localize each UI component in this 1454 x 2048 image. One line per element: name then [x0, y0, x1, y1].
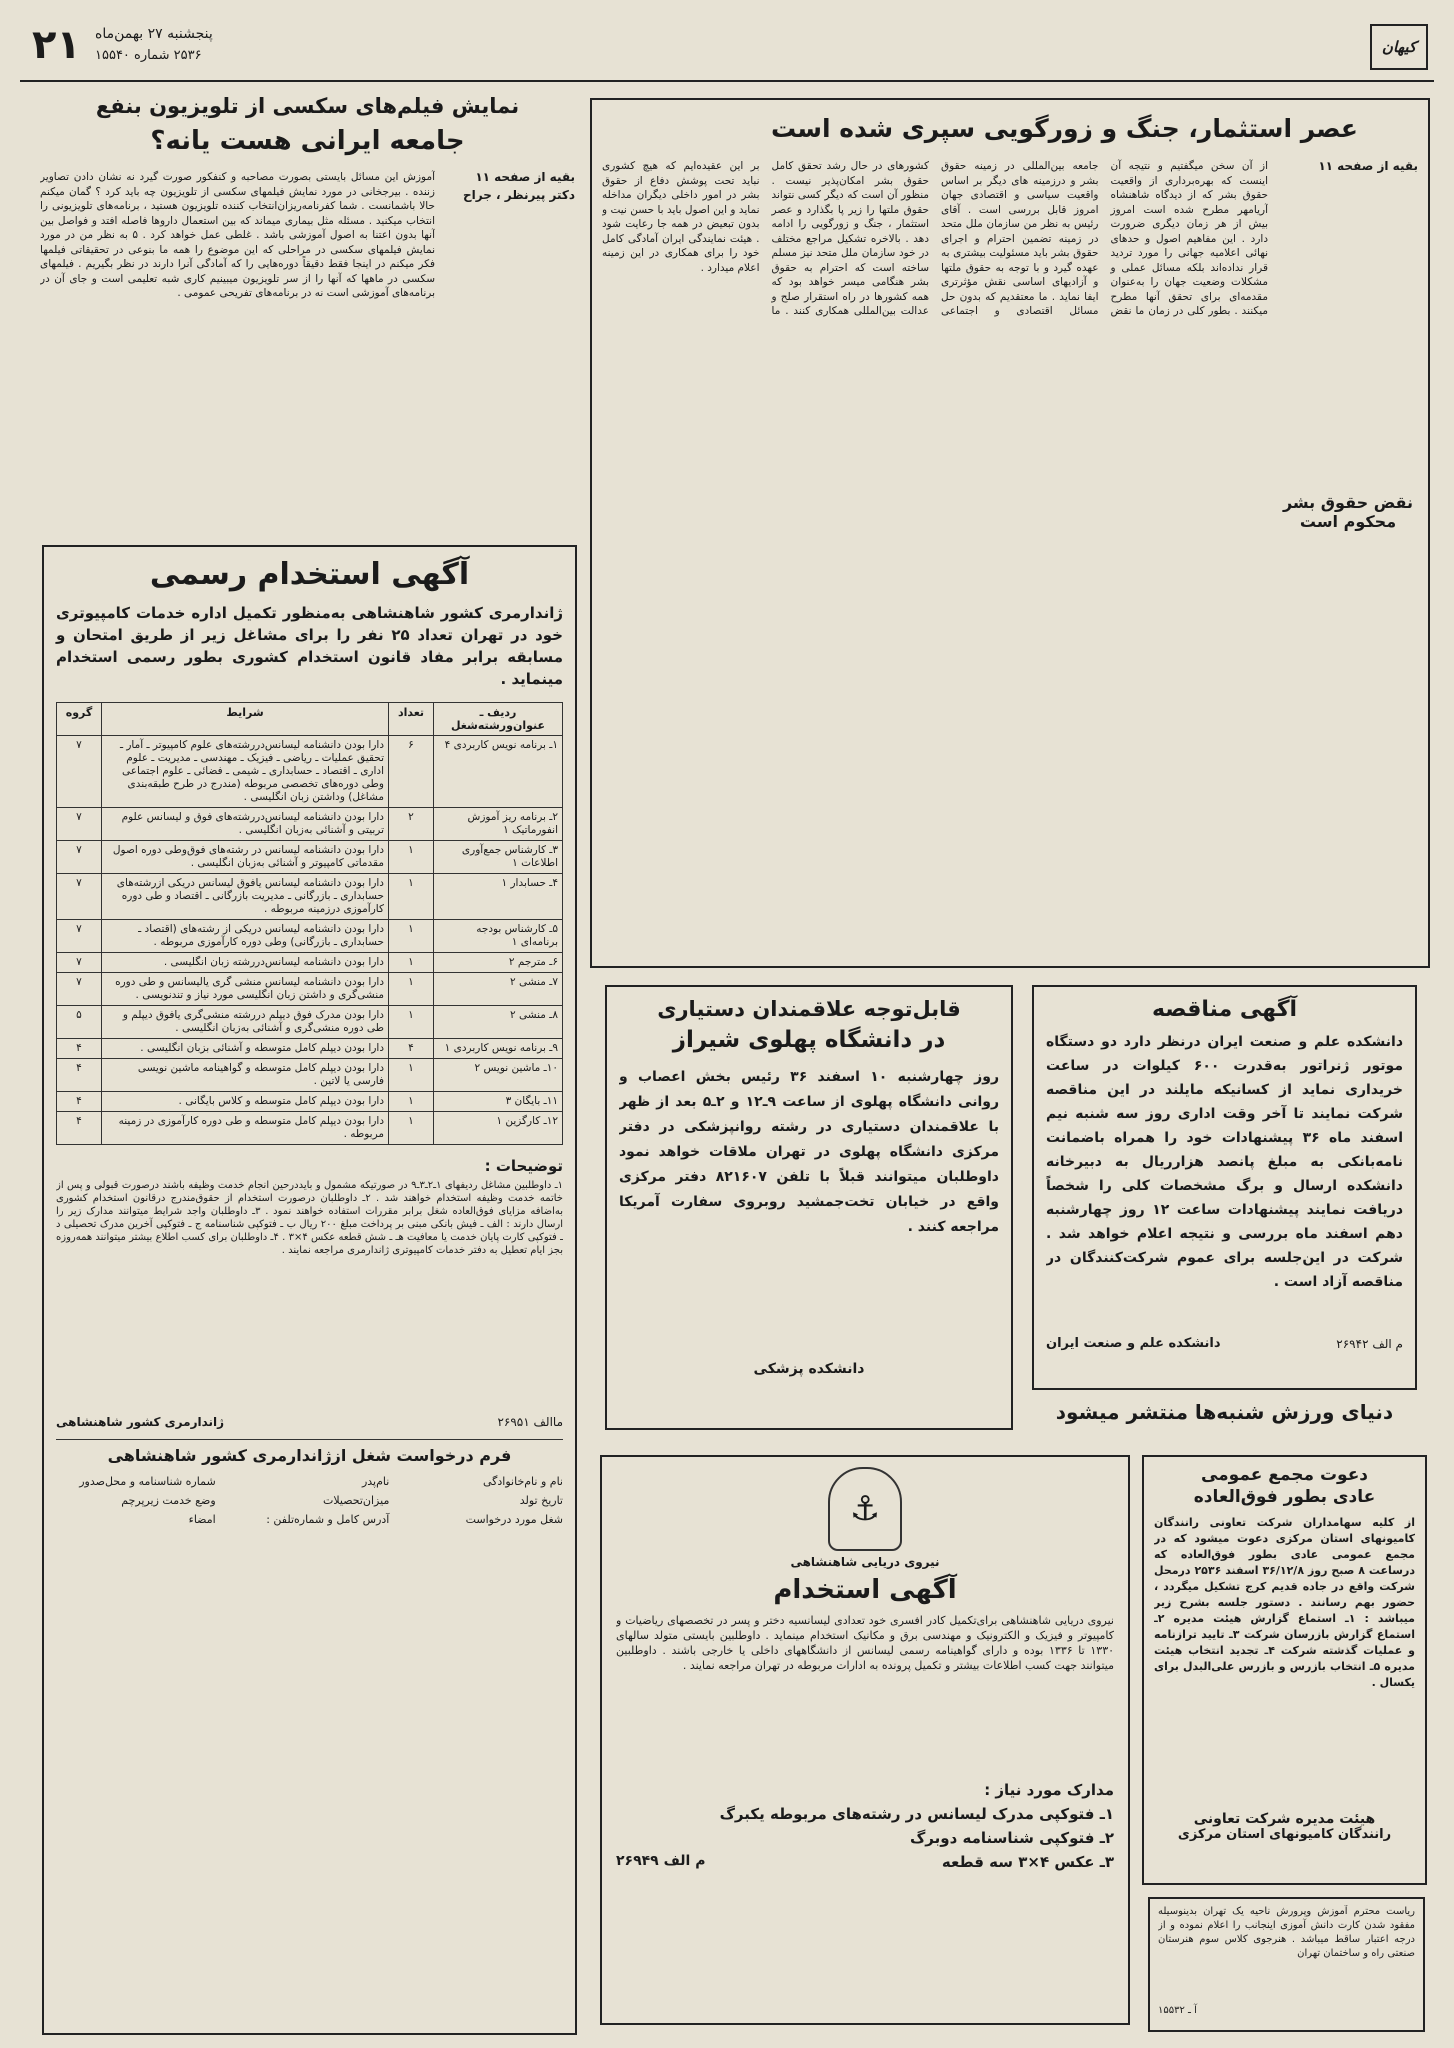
- ad-education-body: ریاست محترم آموزش وپرورش ناحیه یک تهران بدینوسیله مفقود شدن کارت دانش آموزی اینجانب را اعلام نموده و از درجه اعتبار ساقط میباشد . هنرجوی کلاس سوم هنرستان صنعتی راه و ساختمان تهران: [1158, 1906, 1415, 1959]
- table-row: [57, 736, 563, 808]
- page-number: ۲۱: [32, 22, 81, 68]
- row-title: ۱ـ برنامه نویس کاربردی ۴: [434, 736, 563, 808]
- ad-assembly-signature-line1: هیئت مدیره شرکت تعاونی: [1193, 1811, 1376, 1827]
- ad-navy-doc: ۱ـ فتوکپی مدرک لیسانس در رشته‌های مربوطه یکبرگ: [719, 1805, 1114, 1823]
- ad-navy-title: آگهی استخدام: [773, 1575, 957, 1605]
- ad-tender-signature: دانشکده علم و صنعت ایران: [1046, 1336, 1221, 1351]
- employment-table: [56, 702, 563, 1145]
- form-field: شماره شناسنامه و محل‌صدور: [79, 1475, 216, 1488]
- date-line: پنجشنبه ۲۷ بهمن‌ماه: [95, 26, 213, 42]
- table-row: [57, 841, 563, 874]
- col-header-condition: شرایط: [102, 703, 389, 736]
- sports-note-text: دنیای ورزش شنبه‌ها منتشر میشود: [1055, 1400, 1394, 1424]
- article-tv-title-line2: جامعه ایرانی هست یانه؟: [150, 126, 465, 156]
- ad-shiraz: [605, 985, 1013, 1430]
- ad-navy: [600, 1455, 1130, 2025]
- row-count: ۱: [389, 841, 434, 874]
- table-row: [57, 1039, 563, 1059]
- row-condition: دارا بودن دانشنامه لیسانس‌دررشته زبان انگلیسی .: [102, 953, 389, 973]
- ad-education: [1148, 1897, 1425, 2032]
- article-sovereignty-title: عصر استثمار، جنگ و زورگویی سپری شده است: [770, 114, 1358, 143]
- ad-tender: [1032, 985, 1417, 1390]
- article-tv-subhead: دکتر پیرنظر ، جراح: [463, 188, 575, 202]
- row-group: ۴: [57, 1059, 102, 1092]
- col-header-title: ردیف ـ عنوان‌ورشته‌شغل: [434, 703, 563, 736]
- row-count: ۲: [389, 808, 434, 841]
- col-header-group: گروه: [57, 703, 102, 736]
- ad-shiraz-signature: دانشکده پزشکی: [753, 1361, 865, 1377]
- ad-employment-title: آگهی استخدام رسمی: [149, 557, 470, 592]
- row-count: ۱: [389, 953, 434, 973]
- issue-line: ۲۵۳۶ شماره ۱۵۵۴۰: [95, 48, 202, 63]
- row-count: ۱: [389, 920, 434, 953]
- row-condition: دارا بودن دیپلم کامل متوسطه و گواهینامه ماشین نویسی فارسی یا لاتین .: [102, 1059, 389, 1092]
- row-condition: دارا بودن دانشنامه لیسانس‌دررشته‌های فوق و لیسانس علوم تربیتی و آشنائی به‌زبان انگلیسی .: [102, 808, 389, 841]
- row-condition: دارا بودن دیپلم کامل متوسطه و طی دوره کارآموزی در زمینه مربوطه .: [102, 1112, 389, 1145]
- row-condition: دارا بودن دانشنامه لیسانس در رشته‌های فوق‌وطی دوره اصول مقدماتی کامپیوتر و آشنائی به‌زبان انگلیسی .: [102, 841, 389, 874]
- row-count: ۶: [389, 736, 434, 808]
- row-title: ۳ـ کارشناس جمع‌آوری اطلاعات ۱: [434, 841, 563, 874]
- article-sovereignty-subhead: نقض حقوق بشر محکوم است: [1282, 493, 1414, 531]
- ad-navy-body: نیروی دریایی شاهنشاهی برای‌تکمیل کادر افسری خود تعدادی لیسانسیه دختر و پسر در تخصصهای ریاضیات و کامپیوتر و فیزیک و الکترونیک و مهندسی برق و مکانیک استخدام مینماید . داوطلبین بایستی متولد سالهای ۱۳۳۰ تا ۱۳۳۶ بوده و دارای گواهینامه رسمی لیسانس از دانشگاههای داخلی یا خارجی باشند . داوطلبین میتوانند جهت کسب اطلاعات بیشتر و تکمیل پرونده به ادارات مربوطه در تهران مراجعه نمایند .: [616, 1614, 1114, 1672]
- row-condition: دارا بودن دیپلم کامل متوسطه و کلاس بایگانی .: [102, 1092, 389, 1112]
- row-title: ۴ـ حسابدار ۱: [434, 874, 563, 920]
- ad-assembly-signature-line2: رانندگان کامیونهای استان مرکزی: [1177, 1827, 1392, 1842]
- ad-employment: [42, 545, 577, 2035]
- row-group: ۷: [57, 973, 102, 1006]
- ad-employment-notes: ۱ـ داوطلبین مشاغل ردیفهای ۱ـ۲ـ۳ـ۹ در صورتیکه مشمول و بایددرحین انجام خدمت وظیفه باشند درصورت قبولی و پس از خاتمه خدمت وظیفه استخدام خواهند شد . ۲ـ داوطلبان درصورت استخدام از حقوق‌مندرج درقانون استخدام کشوری به‌اضافه مزایای فوق‌العاده شغل برابر مقررات استفاده خواهند نمود . ۳ـ داوطلبان واجد شرایط میتوانند مدارک زیر را ارسال دارند : الف ـ فیش بانکی مبنی بر پرداخت مبلغ ۲۰۰ ریال ب ـ فتوکپی شناسنامه ج ـ فتوکپی آخرین مدرک تحصیلی د ـ فتوکپی کارت پایان خدمت یا معافیت هـ ـ شش قطعه عکس ۴×۳ . ۴ـ داوطلبان برای کسب اطلاع بیشتر میتوانند همه‌روزه بجز ایام تعطیل به دفتر خدمات کامپیوتری ژاندارمری مراجعه نمایند .: [56, 1180, 563, 1256]
- table-row: [57, 953, 563, 973]
- row-title: ۵ـ کارشناس بودجه برنامه‌ای ۱: [434, 920, 563, 953]
- sports-note: [1032, 1400, 1417, 1440]
- table-row: [57, 973, 563, 1006]
- anchor-crown-icon: ⚓: [828, 1467, 902, 1551]
- ad-navy-doc: ۳ـ عکس ۴×۳ سه قطعه: [941, 1853, 1114, 1871]
- row-condition: دارا بودن دانشنامه لیسانس دریکی از رشته‌های (اقتصاد ـ حسابداری ـ بازرگانی) وطی دوره کارآموزی مربوطه .: [102, 920, 389, 953]
- ad-employment-intro: ژاندارمری کشور شاهنشاهی به‌منظور تکمیل اداره خدمات کامپیوتری خود در تهران تعداد ۲۵ نفر را برای مشاغل زیر از طریق امتحان و مسابقه برابر مفاد قانون استخدام کشوری بطور رسمی استخدام مینماید .: [56, 604, 563, 688]
- row-count: ۱: [389, 1006, 434, 1039]
- ad-assembly: [1142, 1455, 1427, 1885]
- col-header-count: تعداد: [389, 703, 434, 736]
- table-row: [57, 920, 563, 953]
- row-group: ۷: [57, 920, 102, 953]
- row-title: ۱۱ـ بایگان ۳: [434, 1092, 563, 1112]
- masthead-rule: [20, 80, 1434, 82]
- ad-shiraz-title-line1: قابل‌توجه علاقمندان دستیاری: [657, 997, 961, 1021]
- row-condition: دارا بودن دیپلم کامل متوسطه و آشنائی بزبان انگلیسی .: [102, 1039, 389, 1059]
- row-count: ۱: [389, 1112, 434, 1145]
- ad-shiraz-body: روز چهارشنبه ۱۰ اسفند ۳۶ رئیس بخش اعصاب و روانی دانشگاه پهلوی از ساعت ۹ـ۱۲ و ۲ـ۵ بعد از ظهر با علاقمندان دستیاری در رشته روانپزشکی در دفتر مرکزی دانشگاه پهلوی در تهران ملاقات خواهد نمود داوطلبان میتوانند قبلاً با تلفن ۸۲۱۶۰۷ دفتر مرکزی واقع در خیابان تخت‌جمشید روبروی سفارت آمریکا مراجعه کنند .: [619, 1069, 999, 1235]
- row-condition: دارا بودن مدرک فوق دیپلم دررشته منشی‌گری یافوق دیپلم و طی دوره منشی‌گری و آشنائی به‌زبان انگلیسی .: [102, 1006, 389, 1039]
- article-sovereignty-body: از آن سخن میگفتیم و نتیجه آن اینست که بهره‌برداری از واقعیت حقوق بشر که از دیدگاه شاهنشاه آریامهر مطرح شده است امروز بیش از هر زمان دیگری ضرورت دارد . این مفاهیم اصول و حدهای نهائی اعلامیه جهانی را مورد تردید قرار نداده‌اند بلکه مسائل عملی و مشکلات وضعیت جهان را به‌عنوان مقدمه‌ای برای تحقق آنها مطرح میکنند . بطور کلی در زمان ما نقض جامعه بین‌المللی در زمینه حقوق بشر و درزمینه های دیگر بر اساس واقعیت سیاسی و اقتصادی جهان امروز قابل بررسی است . آقای رئیس به نظر من سازمان ملل متحد در زمینه تضمین احترام و اجرای حقوق بشر باید مسئولیت بیشتری به عهده گیرد و با توجه به حقوق ملتها و آزادیهای اساسی نقش مؤثرتری ایفا نماید . ما معتقدیم که بدون حل مسائل اقتصادی و اجتماعی کشورهای در حال رشد تحقق کامل حقوق بشر امکان‌پذیر نیست . منظور آن است که دیگر کسی نتواند حقوق ملتها را زیر پا بگذارد و عصر استثمار ، جنگ و زورگویی را ادامه دهد . بالاخره تشکیل مراجع مختلف در خود سازمان ملل متحد نیز مسلم ساخته است که احترام به حقوق بشر هنگامی میسر خواهد بود که همه کشورها در راه استقرار صلح و عدالت بین‌المللی همکاری کنند . ما بر این عقیده‌ایم که هیچ کشوری نباید تحت پوشش دفاع از حقوق بشر در امور داخلی دیگران مداخله نماید و این اصول باید با حسن نیت و بدون تبعیض در همه جا رعایت شود . هیئت نمایندگی ایران آمادگی کامل خود را برای همکاری در این زمینه اعلام میدارد .: [602, 160, 1268, 317]
- table-row: [57, 1112, 563, 1145]
- row-condition: دارا بودن دانشنامه لیسانس‌دررشته‌های علوم کامپیوتر ـ آمار ـ تحقیق عملیات ـ ریاضی ـ فیزیک ـ مهندسی ـ مدیریت ـ علوم اداری ـ اقتصاد ـ حسابداری ـ شیمی ـ فضائی ـ علوم اجتماعی وطی دوره‌های تخصصی مربوطه (مندرج در طرح طبقه‌بندی مشاغل) وداشتن زبان انگلیسی .: [102, 736, 389, 808]
- form-field: میزان‌تحصیلات: [322, 1494, 390, 1507]
- row-count: ۴: [389, 1039, 434, 1059]
- ad-employment-notes-title: توضیحات :: [484, 1157, 563, 1175]
- form-field: وضع خدمت زیرپرچم: [121, 1494, 216, 1507]
- table-row: [57, 1092, 563, 1112]
- ad-assembly-body: از کلیه سهامداران شرکت تعاونی رانندگان کامیونهای استان مرکزی دعوت میشود که در مجمع عمومی عادی بطور فوق‌العاده که درساعت ۸ صبح روز ۳۶/۱۲/۸ اسفند ۲۵۳۶ درمحل شرکت واقع در جاده قدیم کرج تشکیل میگردد ، حضور بهم رسانند . دستور جلسه بشرح زیر میباشد : ۱ـ استماع گزارش هیئت مدیره ۲ـ استماع گزارش بازرسان شرکت ۳ـ تایید ترازنامه و عملیات گذشته شرکت ۴ـ تجدید انتخاب هیئت مدیره ۵ـ انتخاب بازرس و بازرس علی‌البدل برای یکسال .: [1154, 1516, 1415, 1689]
- row-group: ۴: [57, 1112, 102, 1145]
- ad-navy-emblem-caption: نیروی دریایی شاهنشاهی: [790, 1555, 940, 1569]
- row-title: ۸ـ منشی ۲: [434, 1006, 563, 1039]
- ad-assembly-title-line1: دعوت مجمع عمومی: [1200, 1465, 1369, 1485]
- row-condition: دارا بودن دانشنامه لیسانس یافوق لیسانس دریکی ازرشته‌های حسابداری ـ بازرگانی ـ مدیریت بازرگانی ـ اقتصاد و طی دوره کارآموزی درزمینه مربوطه .: [102, 874, 389, 920]
- article-tv: [40, 88, 575, 528]
- form-field: نام و نام‌خانوادگی: [482, 1475, 563, 1488]
- table-row: [57, 874, 563, 920]
- row-count: ۱: [389, 874, 434, 920]
- row-count: ۱: [389, 1092, 434, 1112]
- masthead: [20, 20, 1434, 78]
- form-field: تاریخ تولد: [519, 1494, 563, 1507]
- row-condition: دارا بودن دانشنامه لیسانس منشی گری یالیسانس و طی دوره منشی‌گری و داشتن زبان انگلیسی مورد نیاز و تندنویسی .: [102, 973, 389, 1006]
- form-field: نام‌پدر: [361, 1475, 390, 1488]
- ad-tender-title: آگهی مناقصه: [1151, 997, 1298, 1022]
- application-form: [56, 1475, 563, 1526]
- ad-education-ref: آ ـ ۱۵۵۳۲: [1158, 2005, 1197, 2016]
- ad-employment-form-title: فرم درخواست شغل ازژاندارمری کشور شاهنشاهی: [56, 1439, 563, 1465]
- form-field: شغل مورد درخواست: [465, 1513, 563, 1526]
- row-title: ۲ـ برنامه ریز آموزش انفورماتیک ۱: [434, 808, 563, 841]
- ad-navy-docs-title: مدارک مورد نیاز :: [984, 1781, 1114, 1799]
- row-group: ۷: [57, 808, 102, 841]
- row-title: ۷ـ منشی ۲: [434, 973, 563, 1006]
- row-count: ۱: [389, 973, 434, 1006]
- ad-employment-ref: ماالف ۲۶۹۵۱: [497, 1415, 563, 1429]
- article-tv-title-line1: نمایش فیلم‌های سکسی از تلویزیون بنفع: [95, 94, 520, 118]
- row-group: ۷: [57, 841, 102, 874]
- row-group: ۷: [57, 953, 102, 973]
- article-tv-body: آموزش این مسائل بایستی بصورت مصاحبه و کنفکور صورت گیرد نه نشان دادن تصاویر زننده . بیرجخانی در مورد نمایش فیلمهای سکسی از تلویزیون چه باید کرد ؟ گمان میکنم حالا باشمانست . شما کفرنامه‌ریزان‌انتخاب کننده تلویزیون هستید ، برنامه‌های تلویزیونی را انتخاب میکنید . مسئله مثل بیماری میماند که بین استعمال داروها فاصله افتد و فواصل بین آنها بدون اعتنا به اصول آموزشی باشد . غلطی عمل خواهد کرد . ۵ به نظر من در مورد نمایش فیلمهای سکسی در مراحلی که این موضوع را همه ما بنوعی در تحقیقاتی فیلمها فکر میکنم در اینجا فقط دقیقاً دوره‌هایی را که آمادگی آنرا دارند در نظر بگیریم . فیلمهای سکسی در ماهها که آنها را از سر تلویزیون میبینیم کاری شبه تعلیمی است و جای آن در برنامه‌های آموزشی است نه در برنامه‌های تفریحی عمومی .: [40, 171, 435, 299]
- row-group: ۴: [57, 1092, 102, 1112]
- ad-navy-doc: ۲ـ فتوکپی شناسنامه دوبرگ: [909, 1829, 1114, 1847]
- row-title: ۱۲ـ کارگزین ۱: [434, 1112, 563, 1145]
- masthead-logo: [1370, 24, 1428, 70]
- ad-shiraz-title-line2: در دانشگاه پهلوی شیراز: [672, 1027, 946, 1053]
- logo-text: کیهان: [1381, 38, 1417, 56]
- form-field: آدرس کامل و شماره‌تلفن :: [266, 1513, 390, 1526]
- row-group: ۵: [57, 1006, 102, 1039]
- article-sovereignty: [590, 98, 1430, 968]
- row-group: ۷: [57, 736, 102, 808]
- article-sovereignty-continued: بقیه از صفحه ۱۱: [1318, 159, 1418, 173]
- article-tv-continued: بقیه از صفحه ۱۱: [475, 170, 575, 184]
- ad-employment-signature: ژاندارمری کشور شاهنشاهی: [56, 1415, 225, 1429]
- ad-assembly-title-line2: عادی بطور فوق‌العاده: [1193, 1487, 1376, 1507]
- ad-tender-body: دانشکده علم و صنعت ایران درنظر دارد دو دستگاه موتور ژنراتور به‌قدرت ۶۰۰ کیلوات در ساعت خریداری نماید از کسانیکه مایلند در این مناقصه شرکت نمایند تا آخر وقت اداری روز سه شنبه نیم اسفند ماه ۳۶ پیشنهادات خود را همراه باضمانت نامه‌بانکی به مبلغ پانصد هزارریال به دبیرخانه دانشکده ارسال و برگ مشخصات کلی را شخصاً دریافت نمایند پیشنهادات ساعت ۱۲ روز چهارشنبه دهم اسفند ماه بررسی و نتیجه اعلام خواهد شد . شرکت در این‌جلسه برای عموم شرکت‌کنندگان در مناقصه آزاد است .: [1046, 1034, 1403, 1290]
- table-row: [57, 1059, 563, 1092]
- table-row: [57, 808, 563, 841]
- row-count: ۱: [389, 1059, 434, 1092]
- row-title: ۹ـ برنامه نویس کاربردی ۱: [434, 1039, 563, 1059]
- row-title: ۱۰ـ ماشین نویس ۲: [434, 1059, 563, 1092]
- row-group: ۴: [57, 1039, 102, 1059]
- row-group: ۷: [57, 874, 102, 920]
- ad-tender-ref: م الف ۲۶۹۴۲: [1336, 1336, 1403, 1351]
- row-title: ۶ـ مترجم ۲: [434, 953, 563, 973]
- form-field: امضاء: [188, 1513, 216, 1526]
- ad-navy-ref: م الف ۲۶۹۴۹: [616, 1853, 706, 1869]
- table-row: [57, 1006, 563, 1039]
